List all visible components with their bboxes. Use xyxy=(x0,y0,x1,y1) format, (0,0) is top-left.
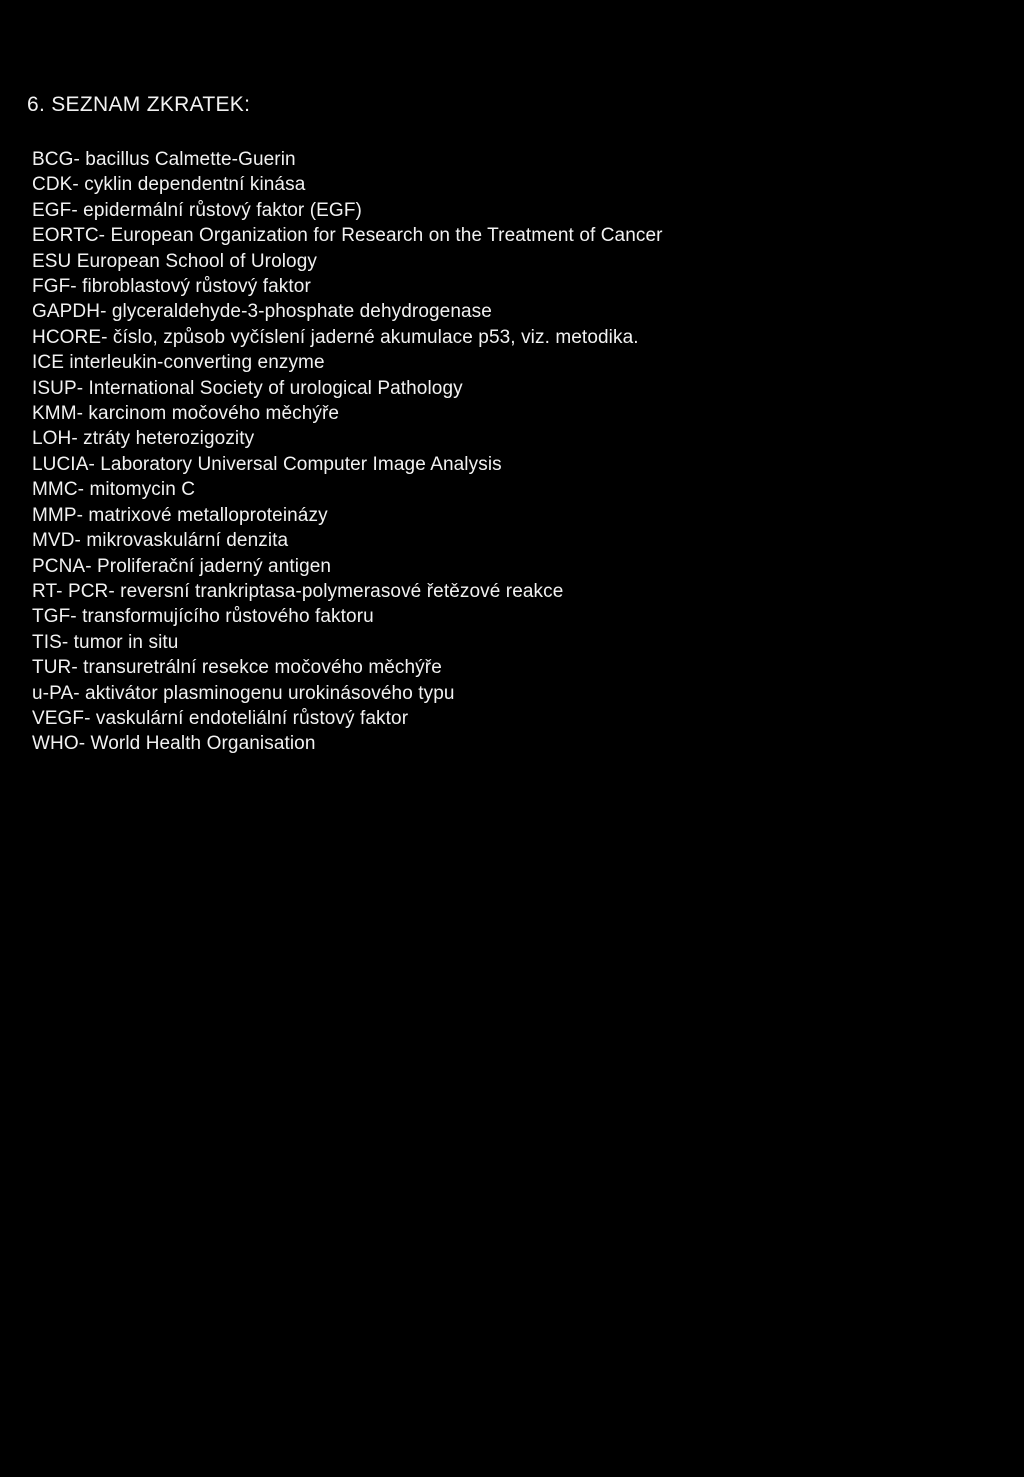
abbreviation-entry: ESU European School of Urology xyxy=(32,250,317,272)
abbreviation-entry: CDK- cyklin dependentní kinása xyxy=(32,174,306,196)
abbreviation-entry: PCNA- Proliferační jaderný antigen xyxy=(32,555,332,577)
abbreviation-entry: HCORE- číslo, způsob vyčíslení jaderné akumulace p53, viz. metodika. xyxy=(32,326,639,348)
abbreviation-entry: TGF- transformujícího růstového faktoru xyxy=(32,606,374,628)
abbreviation-entry: TUR- transuretrální resekce močového měchýře xyxy=(32,657,442,679)
abbreviation-entry: VEGF- vaskulární endoteliální růstový faktor xyxy=(32,707,409,729)
abbreviation-entry: EGF- epidermální růstový faktor (EGF) xyxy=(32,199,362,221)
abbreviation-entry: ISUP- International Society of urological Pathology xyxy=(32,377,463,399)
section-heading: 6. SEZNAM ZKRATEK: xyxy=(27,93,251,116)
abbreviation-entry: u-PA- aktivátor plasminogenu urokinásového typu xyxy=(32,682,455,704)
abbreviation-list xyxy=(32,147,663,757)
abbreviation-entry: MVD- mikrovaskulární denzita xyxy=(32,530,289,552)
abbreviation-entry: LUCIA- Laboratory Universal Computer Image Analysis xyxy=(32,453,502,475)
abbreviation-entry: RT- PCR- reversní trankriptasa-polymerasové řetězové reakce xyxy=(32,580,564,602)
abbreviation-entry: ICE interleukin-converting enzyme xyxy=(32,352,325,374)
abbreviation-entry: TIS- tumor in situ xyxy=(32,631,179,653)
abbreviation-entry: LOH- ztráty heterozigozity xyxy=(32,428,255,450)
abbreviation-entry: KMM- karcinom močového měchýře xyxy=(32,403,340,425)
abbreviation-entry: GAPDH- glyceraldehyde-3-phosphate dehydrogenase xyxy=(32,301,492,323)
abbreviation-entry: MMP- matrixové metalloproteinázy xyxy=(32,504,328,526)
abbreviation-entry: FGF- fibroblastový růstový faktor xyxy=(32,276,311,298)
abbreviation-entry: MMC- mitomycin C xyxy=(32,479,196,501)
abbreviation-entry: WHO- World Health Organisation xyxy=(32,733,316,755)
abbreviation-entry: BCG- bacillus Calmette-Guerin xyxy=(32,149,296,170)
abbreviation-entry: EORTC- European Organization for Research on the Treatment of Cancer xyxy=(32,225,663,247)
